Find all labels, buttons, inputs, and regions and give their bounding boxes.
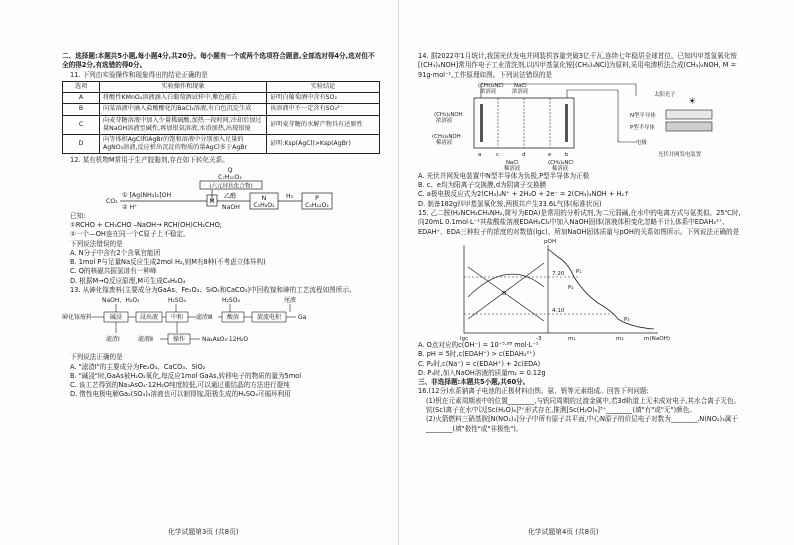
- q15-option-a: A. O点对应的c(OH⁻) = 10⁻⁵·⁸⁸ mol·L⁻¹: [418, 340, 539, 349]
- sun-icon: ☀: [688, 96, 697, 107]
- point-p2: P₂: [568, 284, 574, 291]
- right-column: [418, 52, 744, 434]
- left-in: (CH₃)₄NOH: [432, 133, 461, 140]
- sunlight-label: 太阳光子: [654, 91, 676, 98]
- row-operation: 向某溶液中滴入盐酸酸化的BaCl₂溶液,有白色沉淀生成: [100, 104, 267, 115]
- page-fold: [398, 0, 399, 545]
- q-formula: C₇H₁₀O₂: [218, 173, 242, 181]
- q14-electrodialysis-diagram: [418, 80, 744, 172]
- n-label: N: [261, 194, 267, 202]
- table-row: [63, 93, 380, 104]
- known-1: ①RCHO + CH₃CHO ⎯NaOH→ RCH(OH)CH₂CHO;: [70, 220, 223, 229]
- row-conclusion: 证明白葡萄酒中含有SO₂: [267, 93, 380, 104]
- electrode-b: [565, 104, 568, 142]
- q16-part-2: (2)火箭燃料三硝基胺[N(NO₂)₃]分子中所有原子共平面,中心N原子的价层电子对数为________,N(NO₂)₃属于________(填"极性"或"非极性")。: [426, 415, 738, 433]
- q15-chart: [418, 237, 744, 341]
- q13-option-b: B. "碱浸"时,GaAs被H₂O₂氧化,每反应1mol GaAs,转移电子的物质的量为5mol: [70, 371, 302, 380]
- q-note: (六元环状化合物): [209, 183, 253, 190]
- q12-option-d: D. 根据M→Q反应原理,M可生成C₆H₈O₄: [70, 276, 186, 285]
- row-option: C: [63, 115, 100, 134]
- q12-option-b: B. 1mol P与足量Na反应生成2mol H₂,则M有8种(不考虑立体异构): [70, 258, 266, 267]
- step1-label: ① [Ag(NH₃)₂]OH: [122, 191, 172, 199]
- titration-curve: [548, 249, 654, 329]
- header-option: 选项: [63, 81, 100, 92]
- p-type-label: P型半导体: [630, 124, 655, 131]
- pole-a: a: [478, 151, 482, 158]
- bottom-out-2b: 稀溶液: [552, 165, 569, 172]
- q13-stem: 13. 从砷化镓废料(主要成分为GaAs、Fe₂O₃、SiO₂和CaCO₃)中回收镓和砷的工艺流程如图所示。: [70, 285, 356, 294]
- point-p1: P₁: [576, 268, 582, 275]
- co2-label: CO₂: [106, 197, 118, 205]
- pole-c: c: [496, 151, 499, 158]
- q13-question: 下列说法正确的是: [70, 353, 123, 362]
- m-label: M: [209, 197, 215, 205]
- left-column: [62, 52, 380, 400]
- pole-b: b: [565, 151, 569, 158]
- q-label: Q: [227, 166, 233, 174]
- q15-option-d: D. P₃时,加入NaOH溶液的质量m₂ = 0.12g: [418, 368, 546, 377]
- page-footer-right: 化学试题第4页 (共8页): [528, 528, 599, 536]
- flow-alkali-leach: 碱浸: [109, 314, 123, 322]
- x-tick-m2: m₂: [616, 335, 624, 341]
- n-formula: C₅H₈O₂: [253, 201, 275, 209]
- q16-part-1: (1)钒在元素周期表中的位置________,与钒同周期的过渡金属中,若3d轨道上无未成对电子,其水合离子无色。钪(Sc)离子在水中以[Sc(H₂O)₆]³⁺形式存在,推测[Sc(H₂O)₆]³⁺________(填"有"或"无")颜色。: [426, 396, 741, 415]
- q11-table: [62, 81, 380, 154]
- top-feed-1: (CH₃)₄NCl: [478, 82, 504, 89]
- cond1-bottom: NaOH: [222, 203, 240, 211]
- flow-operation: 操作: [172, 336, 186, 344]
- left-out: (CH₃)₄NOH: [434, 111, 463, 118]
- q12-stem: 12. 某有机物M常用于生产胶黏剂,存在如下转化关系。: [70, 156, 229, 165]
- q16-stem: 16.(12分)水系钠离子电池的正极材料由铁、氨、钒等元素组成。回答下列问题:: [418, 387, 649, 396]
- flow-residue-1: 滤渣Ⅰ: [106, 336, 120, 344]
- tick-4-10: 4.10: [552, 307, 565, 314]
- top-feed-2: NaCl: [514, 82, 527, 89]
- x-tick-m1: m₁: [568, 335, 576, 341]
- row-operation: 向麦芽糖溶液中加入少量稀硫酸,加热一段时间,冷却后加过量NaOH溶液至碱性,再加银氨溶液,水浴加热,出现银镜: [100, 115, 267, 134]
- p-formula: C₅H₁₂O₂: [305, 201, 329, 209]
- q13-option-a: A. "滤渣Ⅰ"的主要成分为Fe₂O₃、CaCO₃、SiO₂: [70, 362, 206, 371]
- table-header: [63, 81, 380, 92]
- q13-option-c: C. 该工艺得到的Na₃AsO₄·12H₂O纯度较低,可以通过重结晶的方法进行提纯: [70, 381, 290, 390]
- table-row: [63, 115, 380, 134]
- q14-option-d: D. 制备182g四甲基氢氧化铵,两极共产生33.6L气体(标准状况): [418, 199, 602, 208]
- left-out-b: 浓溶液: [436, 117, 453, 124]
- bottom-out-2: (CH₃)₄NCl: [548, 159, 574, 166]
- q11-stem: 11. 下列由实验操作和现象得出的结论正确的是: [70, 70, 208, 79]
- left-in-b: 稀溶液: [436, 139, 453, 146]
- tick-7-20: 7.20: [552, 270, 565, 277]
- q15-option-b: B. pH = 5时,c(EDAH⁺) > c(EDAH₂²⁺): [418, 350, 536, 359]
- row-conclusion: 证明:Ksp(AgCl)>Ksp(AgBr): [267, 134, 380, 153]
- step2-label: ② H⁺: [122, 203, 138, 211]
- q15-stem: 15. 乙二胺(H₂NCH₂CH₂NH₂,简写为EDA)是常用的分析试剂,为二元弱碱,在水中的电离方式与氨类似。25℃时,向20mL 0.1mol·L⁻¹其盐酸盐溶液EDAH₂Cl₂中加入NaOH固体(溶液体积变化忽略不计),体系中EDAH₂²⁺、EDAH⁺、EDA三种粒子的浓度的对数值(lgc)、所加NaOH固体质量与pOH的关系如图所示。下列说法正确的是: [418, 209, 741, 236]
- q12-option-c: C. Q的核磁共振氢谱有一种峰: [70, 267, 157, 276]
- flow-electrowinning: 旋流电积: [256, 314, 282, 322]
- q13-option-d: D. 惰性电极电解Ga₂(SO₄)₃溶液也可以制得镓,阳极生成的H₂SO₄可循环利用: [70, 390, 291, 399]
- electrode-label: 电极: [636, 139, 647, 146]
- header-conclusion: 实验结论: [267, 81, 380, 92]
- cond1-top: 乙醛: [224, 192, 237, 200]
- h2-label: H₂: [286, 192, 294, 200]
- q14-option-c: C. a极电极反应式为2(CH₃)₄N⁺ + 2H₂O + 2e⁻ = 2(CH₃)₄NOH + H₂↑: [418, 190, 630, 199]
- wire-a: [481, 84, 636, 98]
- q15-option-c: C. P₂时,c(Na⁺) = c(EDAH⁺) + 2c(EDA): [418, 359, 541, 368]
- top-feed-1b: 浓溶液: [480, 88, 497, 95]
- y-axis-label: pOH: [544, 238, 557, 245]
- known-2: ②一个—OH连在同一个C原子上不稳定。: [70, 230, 190, 239]
- flow-neutralize: 中和: [170, 314, 184, 322]
- q12-question: 下列说法错误的是: [70, 239, 123, 248]
- section-heading: 二、选择题:本题共5小题,每小题4分,共20分。每小题有一个或两个选项符合题意,全部选对得4分,选对但不全的得2分,有选错的得0分。: [62, 52, 375, 70]
- flow-source: 砷化镓废料: [62, 314, 93, 322]
- wire-b: [567, 90, 636, 142]
- point-p3: P₃: [624, 316, 630, 323]
- n-type-label: N型半导体: [630, 112, 656, 119]
- table-row: [63, 104, 380, 115]
- row-operation: 将酸性KMnO₄溶液滴入白葡萄酒试样中,紫色褪去: [100, 93, 267, 104]
- row-conclusion: 证明麦芽糖的水解产物具有还原性: [267, 115, 380, 134]
- page-footer-left: 化学试题第3页 (共8页): [168, 528, 239, 536]
- row-operation: 向等体积AgCl和AgBr的饱和溶液中分别加入足量的AgNO₃溶液,反应析出沉淀的物质的量AgCl多于AgBr: [100, 134, 267, 153]
- q13-process-flow: [62, 295, 380, 353]
- p-semiconductor: [666, 122, 712, 131]
- header-operation: 实验操作和现象: [100, 81, 267, 92]
- flow-filtrate-2: 滤液Ⅱ: [138, 336, 153, 344]
- x-axis-lgc: lgc: [460, 335, 469, 341]
- flow-gallium: Ga: [298, 314, 307, 322]
- bottom-out-1: NaCl: [506, 159, 519, 166]
- row-option: A: [63, 93, 100, 104]
- known-label: 已知:: [70, 211, 86, 220]
- q12-option-a: A. N分子中含有2个含氧官能团: [70, 248, 161, 257]
- row-option: D: [63, 134, 100, 153]
- pv-device-caption: 光伏并网发电装置: [658, 151, 702, 158]
- electrode-a: [480, 104, 483, 142]
- q14-option-b: B. c、e均为阳离子交换膜,d为阴离子交换膜: [418, 181, 547, 190]
- bottom-out-1b: 稀溶液: [504, 165, 521, 172]
- p-label: P: [315, 194, 319, 202]
- row-conclusion: 该溶液中不一定含有SO₄²⁻: [267, 104, 380, 115]
- flow-reagent-1: NaOH、H₂O₂: [102, 297, 140, 305]
- q14-stem: 14. 据2022年1月统计,我国光伏发电并网装机容量突破3亿千瓦,连续七年稳居全球首位。已知四甲基氢氧化铵[(CH₃)₄NOH]常用作电子工业清洗剂,以四甲基氯化铵[(CH₃)₄NCl]为原料,采用电渗析法合成(CH₃)₄NOH, M = 91g·mol⁻¹,工作原理如图。下列说法错误的是: [418, 52, 737, 79]
- row-option: B: [63, 104, 100, 115]
- n-semiconductor: [666, 110, 712, 119]
- flow-leachate: 浸出液: [139, 314, 159, 322]
- q14-option-a: A. 光伏并网发电装置中N型半导体为负极,P型半导体为正极: [418, 171, 590, 180]
- pole-e: e: [548, 151, 552, 158]
- flow-reagent-3: H₂SO₄: [222, 297, 240, 305]
- flow-reagent-2: H₂SO₄: [168, 297, 186, 305]
- x-axis-unit: m(NaOH): [644, 335, 671, 341]
- flow-product: Na₃AsO₄·12H₂O: [202, 336, 249, 344]
- pole-d: d: [522, 151, 526, 158]
- x-tick-minus3: -3: [536, 335, 542, 341]
- point-o: O: [502, 290, 507, 297]
- flow-acid-dissolve: 酸溶: [226, 314, 240, 322]
- flow-tail-liquid: 尾液: [284, 297, 297, 305]
- q12-conversion-diagram: [62, 166, 380, 212]
- flow-residue-3: 滤渣Ⅲ: [196, 314, 213, 322]
- section-3-heading: 三、非选择题:本题共5小题,共60分。: [418, 378, 530, 387]
- top-feed-2b: 浓溶液: [512, 88, 529, 95]
- table-row: [63, 134, 380, 153]
